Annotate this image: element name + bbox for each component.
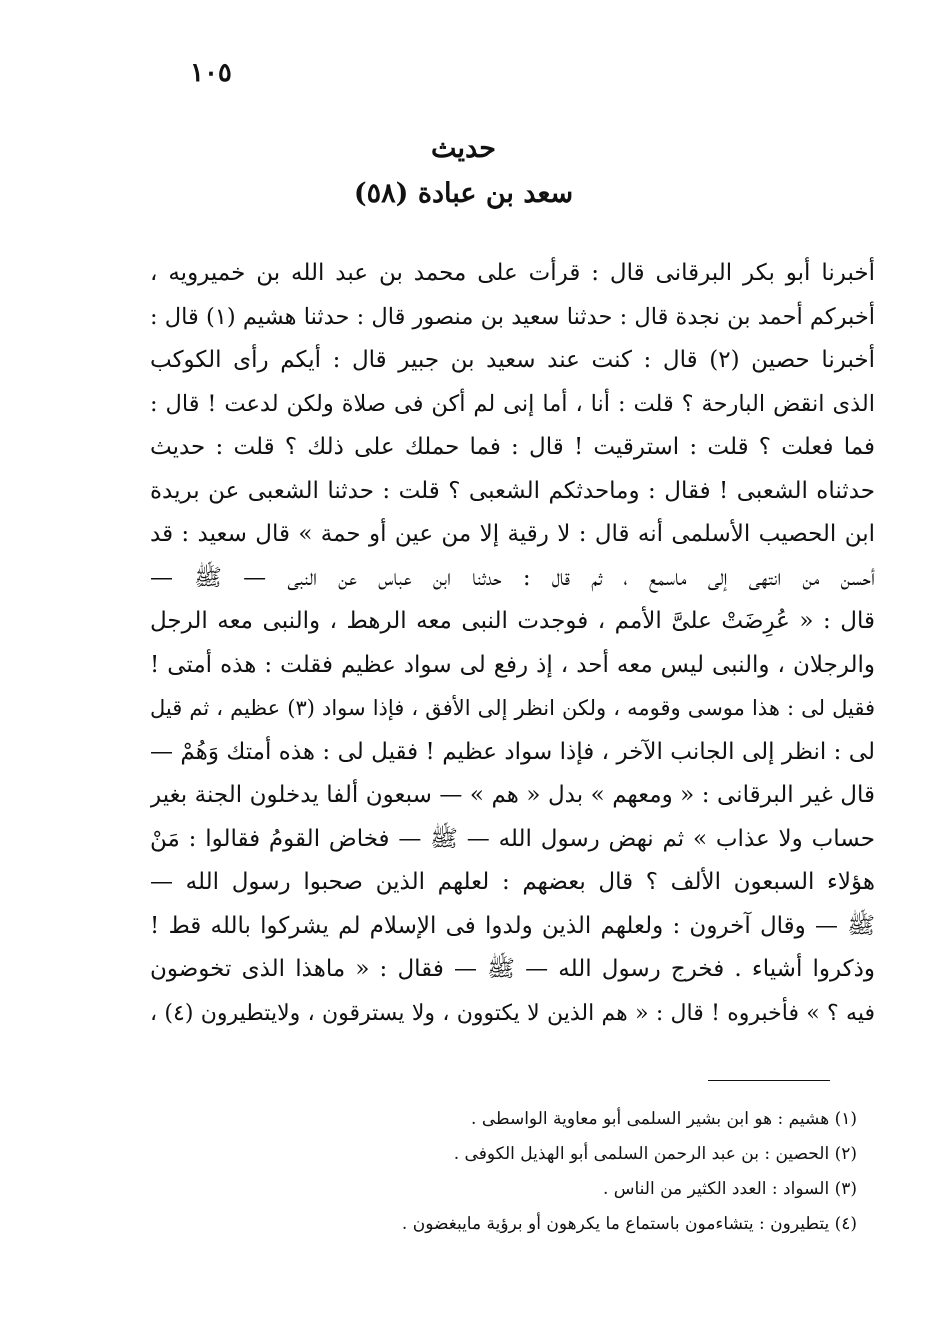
body-line: ابن الحصيب الأسلمى أنه قال : لا رقية إلا من عين أو حمة » قال سعيد : قد <box>150 521 875 547</box>
body-line: حساب ولا عذاب » ثم نهض رسول الله — ﷺ — فخاض القومُ فقالوا : مَنْ <box>150 825 875 852</box>
section-subtitle: (٥٨) سعد بن عبادة <box>353 178 574 209</box>
footnote: (١) هشيم : هو ابن بشير السلمى أبو معاوية الواسطى . <box>471 1109 857 1129</box>
body-line: حدثناه الشعبى ! فقال : وماحدثكم الشعبى ؟ قلت : حدثنا الشعبى عن بريدة <box>150 477 875 504</box>
footnote-separator <box>708 1080 830 1081</box>
footnote: (٢) الحصين : بن عبد الرحمن السلمى أبو الهذيل الكوفى . <box>453 1144 857 1164</box>
body-line: والرجلان ، والنبى ليس معه أحد ، إذ رفع لى سواد عظيم فقلت : هذه أمتى ! <box>150 651 875 678</box>
body-line: أخبرنا حصين (٢) قال : كنت عند سعيد بن جبير قال : أيكم رأى الكوكب <box>150 347 875 373</box>
footnotes <box>150 1102 857 1242</box>
body-line: فيه ؟ » فأخبروه ! قال : « هم الذين لا يكتوون ، ولا يسترقون ، ولايتطيرون (٤) ، <box>150 1000 875 1026</box>
section-title: حديث <box>431 133 496 164</box>
body-line: ﷺ — وقال آخرون : ولعلهم الذين ولدوا فى الإسلام لم يشركوا بالله قط ! <box>150 912 875 939</box>
footnote: (٤) يتطيرون : يتشاءمون باستماع ما يكرهون أو برؤية مايبغضون . <box>401 1214 857 1234</box>
body-line: أخبرنا أبو بكر البرقانى قال : قرأت على محمد بن عبد الله بن خميرويه ، <box>150 260 875 286</box>
body-line: أخبركم أحمد بن نجدة قال : حدثنا سعيد بن منصور قال : حدثنا هشيم (١) قال : <box>150 303 875 330</box>
page-number: ١٠٥ <box>190 58 232 88</box>
body-line: وذكروا أشياء . فخرج رسول الله — ﷺ — فقال : « ماهذا الذى تخوضون <box>150 956 875 982</box>
body-line: الذى انقض البارحة ؟ قلت : أنا ، أما إنى لم أكن فى صلاة ولكن لدعت ! قال : <box>150 390 875 417</box>
body-line: قال : « عُرِضَتْ علىَّ الأمم ، فوجدت النبى معه الرهط ، والنبى معه الرجل <box>150 608 875 634</box>
body-line: هؤلاء السبعون الألف ؟ قال بعضهم : لعلهم الذين صحبوا رسول الله — <box>150 869 875 895</box>
body-line: فقيل لى : هذا موسى وقومه ، ولكن انظر إلى الأفق ، فإذا سواد (٣) عظيم ، ثم قيل <box>150 696 875 720</box>
body-line: أحسن من انتهى إلى ماسمع ، ثم قال : حدثنا ابن عباس عن النبى — ﷺ — <box>150 564 875 591</box>
body-text <box>150 252 875 1035</box>
footnote: (٣) السواد : العدد الكثير من الناس . <box>602 1179 857 1199</box>
body-line: قال غير البرقانى : « ومعهم » بدل « هم » — سبعون ألفا يدخلون الجنة بغير <box>150 782 875 808</box>
body-line: فما فعلت ؟ قلت : استرقيت ! قال : فما حملك على ذلك ؟ قلت : حديث <box>150 434 875 460</box>
body-line: لى : انظر إلى الجانب الآخر ، فإذا سواد عظيم ! فقيل لى : هذه أمتك وَهُمْ — <box>150 738 875 765</box>
